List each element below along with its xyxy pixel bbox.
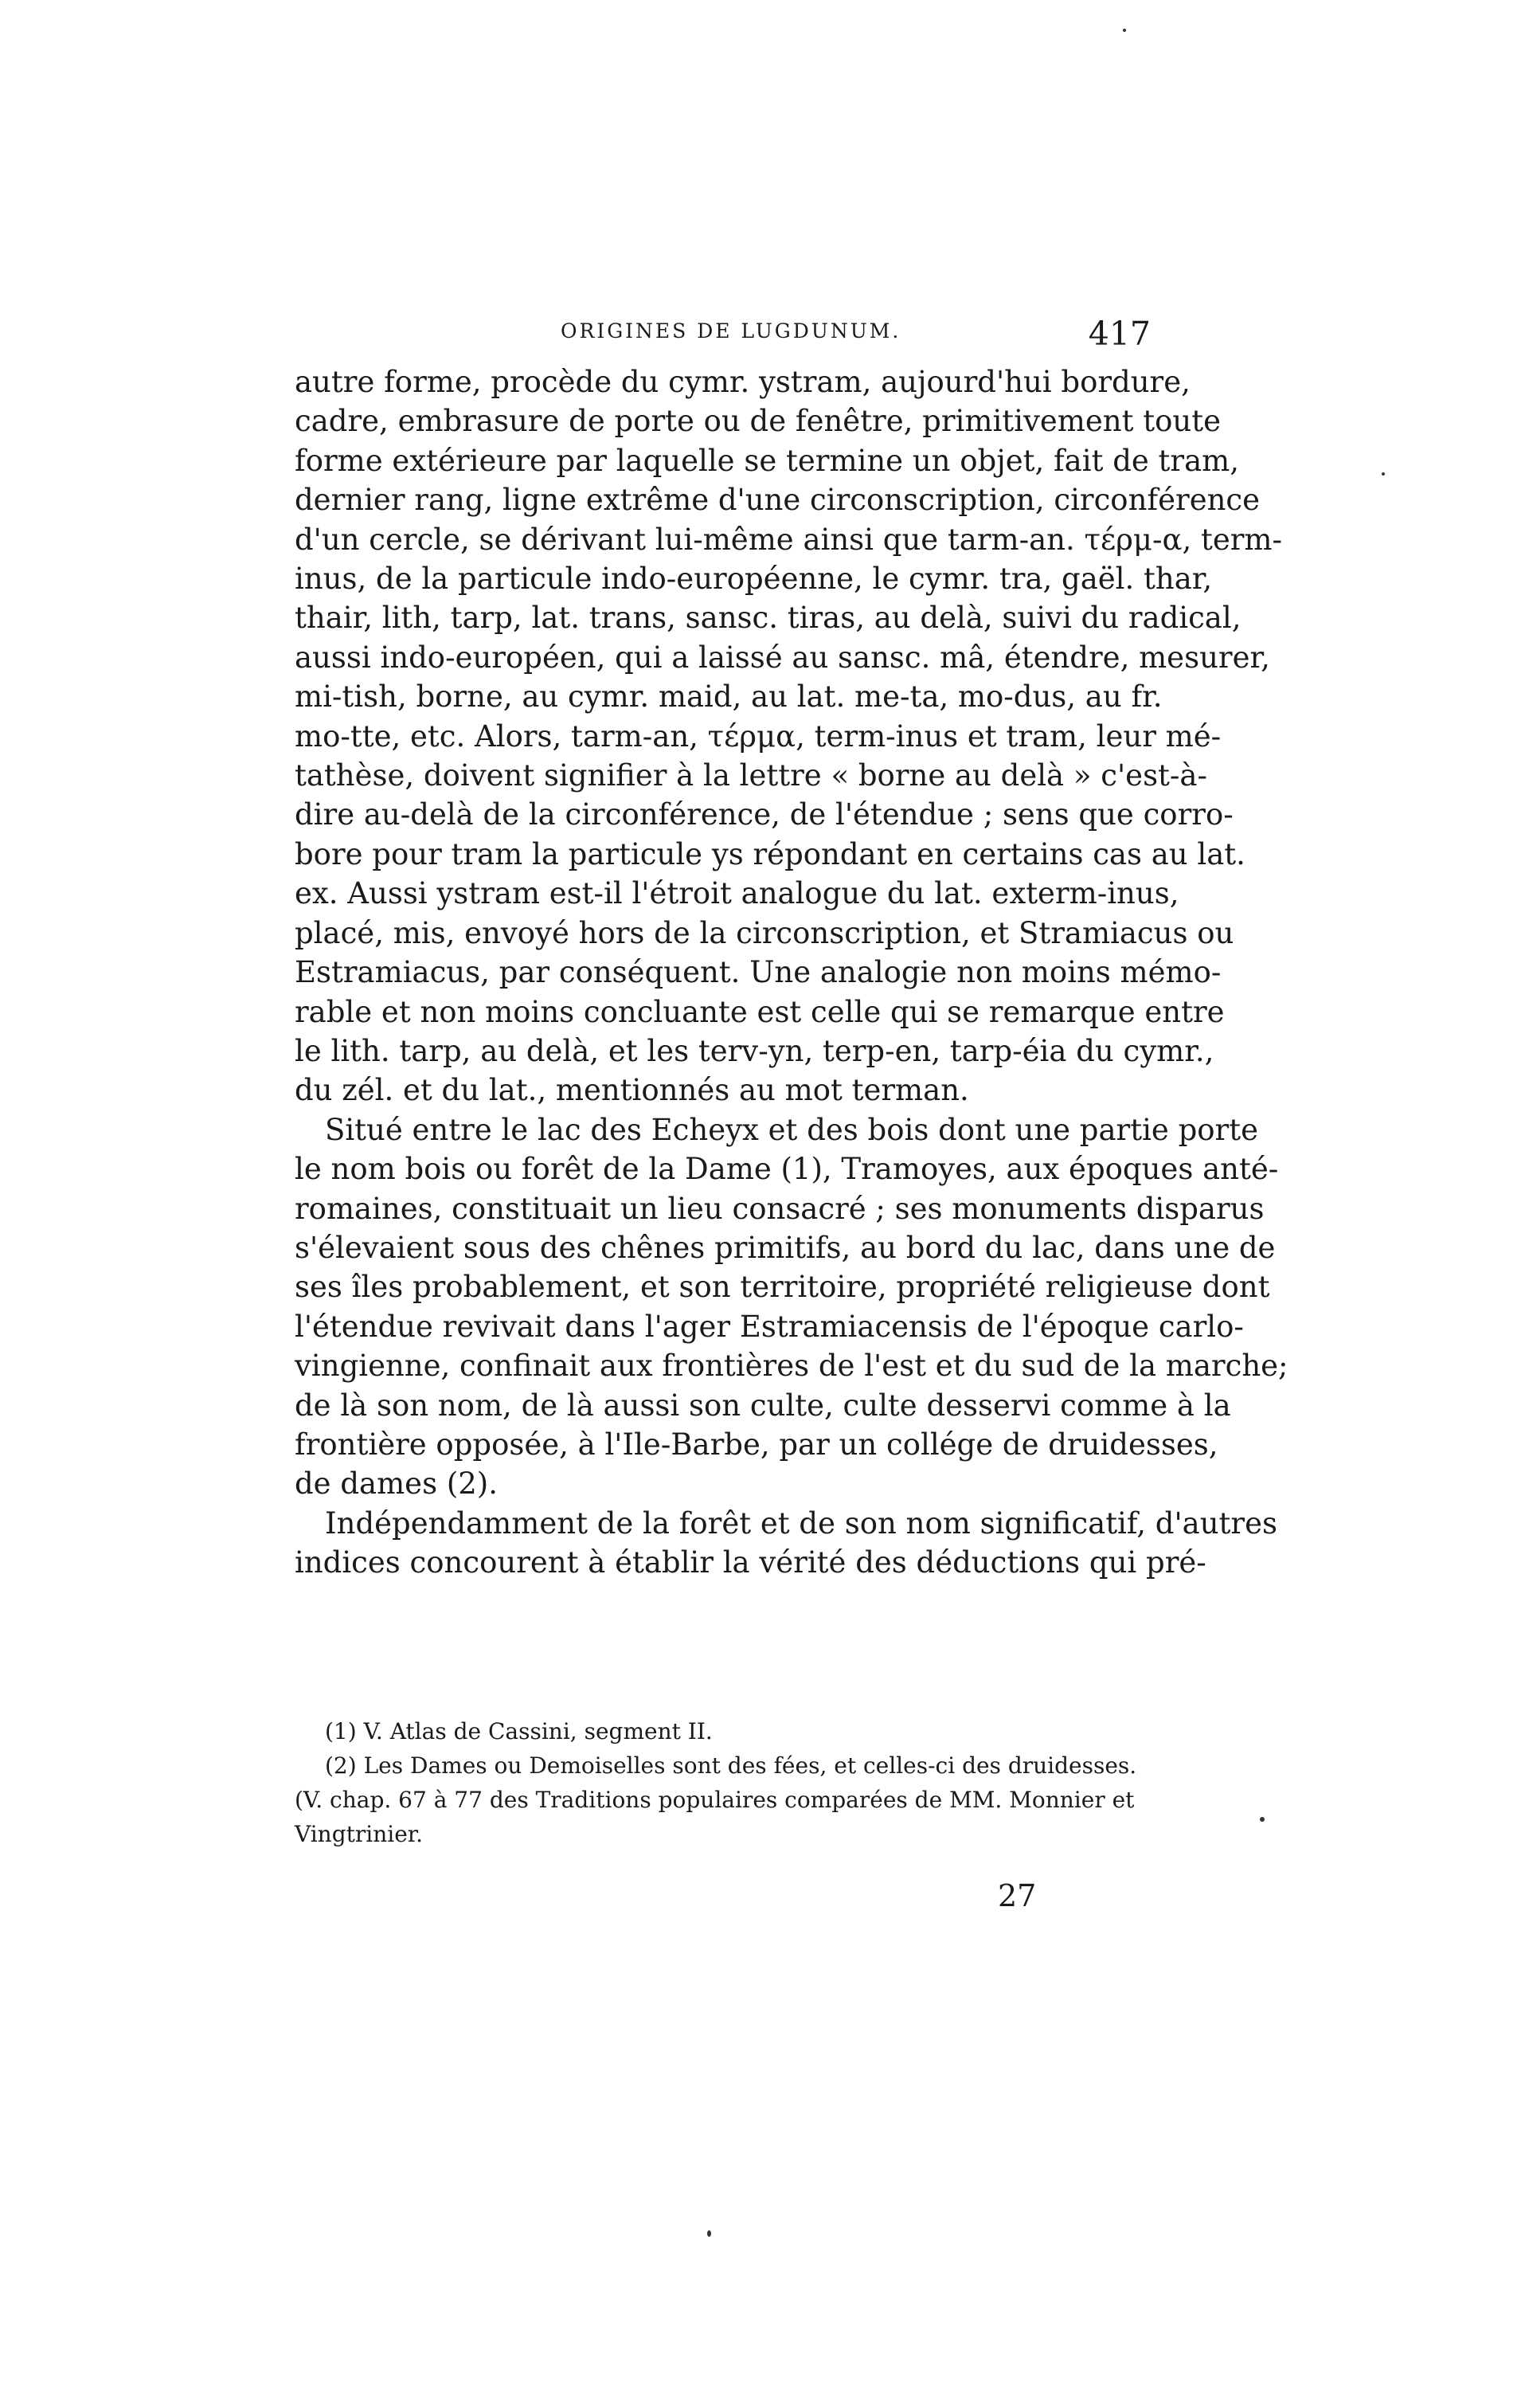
text-line: mo-tte, etc. Alors, tarm-an, τέρμα, term-inus et tram, leur mé- <box>295 718 1222 754</box>
text-line: autre forme, procède du cymr. ystram, aujourd'hui bordure, <box>295 365 1191 399</box>
text-line: dernier rang, ligne extrême d'une circonscription, circonférence <box>295 483 1261 518</box>
text-line: inus, de la particule indo-européenne, le cymr. tra, gaël. thar, <box>295 562 1213 597</box>
page-header <box>295 315 1151 356</box>
ink-speck <box>1382 472 1385 476</box>
text-line: aussi indo-européen, qui a laissé au sansc. mâ, étendre, mesurer, <box>295 640 1270 675</box>
text-line: ex. Aussi ystram est-il l'étroit analogue du lat. exterm-inus, <box>295 876 1179 911</box>
text-line: s'élevaient sous des chênes primitifs, au bord du lac, dans une de <box>295 1230 1276 1265</box>
text-line: romaines, constituait un lieu consacré ; ses monuments disparus <box>295 1191 1265 1226</box>
text-line: cadre, embrasure de porte ou de fenêtre, primitivement toute <box>295 404 1221 439</box>
ink-speck <box>1123 29 1126 32</box>
running-title: ORIGINES DE LUGDUNUM. <box>561 319 901 343</box>
text-line: Estramiacus, par conséquent. Une analogie non moins mémo- <box>295 955 1222 990</box>
text-line: d'un cercle, se dérivant lui-même ainsi que tarm-an. τέρμ-α, term- <box>295 522 1283 557</box>
page-number: 417 <box>1088 315 1151 353</box>
footnotes <box>295 1714 1151 1851</box>
text-line: du zél. et du lat., mentionnés au mot terman. <box>295 1073 969 1108</box>
footnote-2-continued: (V. chap. 67 à 77 des Traditions populaires comparées de MM. Monnier et <box>295 1787 1135 1813</box>
text-line: rable et non moins concluante est celle qui se remarque entre <box>295 994 1225 1029</box>
text-line: de dames (2). <box>295 1466 498 1502</box>
text-line: frontière opposée, à l'Ile-Barbe, par un collége de druidesses, <box>295 1427 1218 1462</box>
text-line: vingienne, confinait aux frontières de l'est et du sud de la marche; <box>295 1349 1288 1384</box>
text-line: forme extérieure par laquelle se termine un objet, fait de tram, <box>295 443 1240 478</box>
text-line: tathèse, doivent signifier à la lettre « borne au delà » c'est-à- <box>295 758 1207 793</box>
text-line: le lith. tarp, au delà, et les terv-yn, terp-en, tarp-éia du cymr., <box>295 1033 1214 1068</box>
footnote-1: (1) V. Atlas de Cassini, segment II. <box>325 1718 713 1744</box>
text-line: de là son nom, de là aussi son culte, culte desservi comme à la <box>295 1388 1231 1423</box>
text-line: ses îles probablement, et son territoire, propriété religieuse dont <box>295 1270 1270 1305</box>
text-line: mi-tish, borne, au cymr. maid, au lat. me-ta, mo-dus, au fr. <box>295 679 1163 715</box>
footnote-2: (2) Les Dames ou Demoiselles sont des fées, et celles-ci des druidesses. <box>325 1752 1137 1779</box>
ink-speck <box>707 2230 711 2237</box>
signature-mark: 27 <box>998 1878 1037 1913</box>
paragraph-start-line: Situé entre le lac des Echeyx et des bois dont une partie porte <box>325 1112 1259 1147</box>
footnote-2-end: Vingtrinier. <box>295 1821 423 1847</box>
ink-speck <box>1260 1817 1265 1822</box>
text-line: thair, lith, tarp, lat. trans, sansc. tiras, au delà, suivi du radical, <box>295 601 1242 636</box>
text-line: le nom bois ou forêt de la Dame (1), Tramoyes, aux époques anté- <box>295 1152 1279 1187</box>
text-line: dire au-delà de la circonférence, de l'étendue ; sens que corro- <box>295 797 1234 832</box>
paragraph-start-line: Indépendamment de la forêt et de son nom significatif, d'autres <box>325 1505 1277 1541</box>
body-text <box>295 362 1288 1583</box>
text-line: l'étendue revivait dans l'ager Estramiacensis de l'époque carlo- <box>295 1309 1244 1344</box>
text-line: placé, mis, envoyé hors de la circonscription, et Stramiacus ou <box>295 915 1234 950</box>
text-line: bore pour tram la particule ys répondant en certains cas au lat. <box>295 836 1245 871</box>
text-line: indices concourent à établir la vérité des déductions qui pré- <box>295 1545 1206 1580</box>
